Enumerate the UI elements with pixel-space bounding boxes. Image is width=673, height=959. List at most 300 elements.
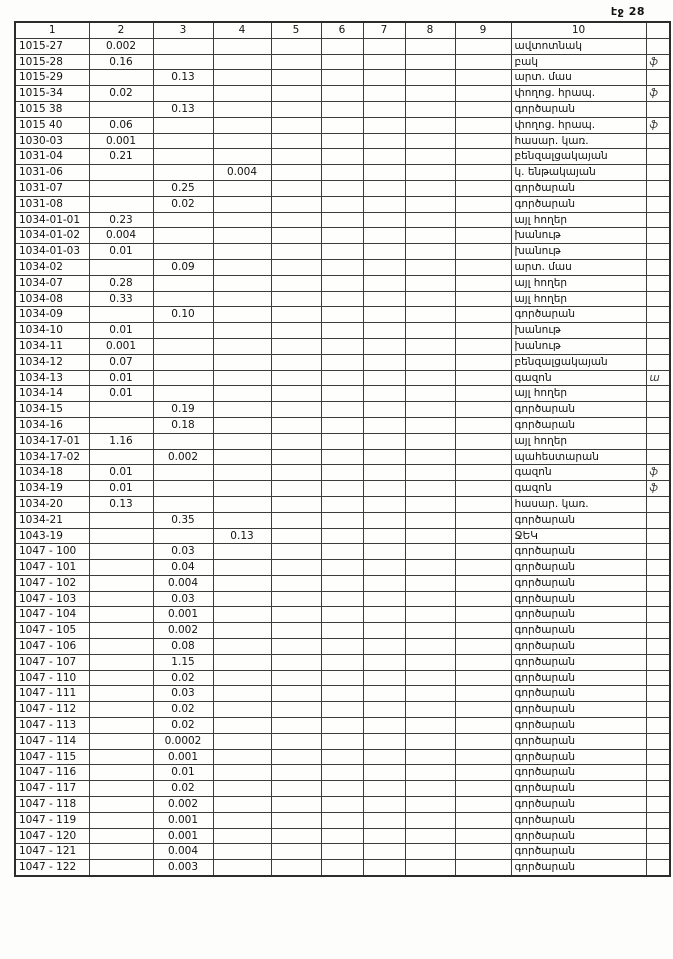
cell-col2-value: [89, 733, 153, 749]
cell-col6-empty: [321, 607, 363, 623]
cell-col2-value: 0.21: [89, 149, 153, 165]
cell-col3-value: [153, 165, 213, 181]
cell-col5-empty: [271, 228, 321, 244]
cell-col8-empty: [405, 433, 455, 449]
cell-col9-empty: [455, 54, 511, 70]
cell-land-use-label: խանութ: [511, 244, 646, 260]
cell-col7-empty: [363, 86, 405, 102]
table-row: [15, 749, 670, 765]
land-parcel-table: [14, 21, 671, 877]
cell-col9-empty: [455, 307, 511, 323]
cell-parcel-id: 1047 - 104: [15, 607, 89, 623]
cell-col9-empty: [455, 101, 511, 117]
table-row: [15, 654, 670, 670]
cell-col7-empty: [363, 496, 405, 512]
table-row: [15, 228, 670, 244]
cell-col4-value: [213, 686, 271, 702]
cell-col8-empty: [405, 149, 455, 165]
cell-land-use-label: արտ. մաս: [511, 259, 646, 275]
cell-col3-value: 0.001: [153, 812, 213, 828]
margin-note: [646, 575, 670, 591]
table-row: [15, 702, 670, 718]
cell-col5-empty: [271, 259, 321, 275]
margin-note: [646, 749, 670, 765]
cell-col7-empty: [363, 307, 405, 323]
cell-col5-empty: [271, 323, 321, 339]
cell-col9-empty: [455, 165, 511, 181]
cell-col5-empty: [271, 465, 321, 481]
cell-col3-value: 0.004: [153, 844, 213, 860]
cell-parcel-id: 1047 - 111: [15, 686, 89, 702]
cell-col5-empty: [271, 718, 321, 734]
table-row: [15, 733, 670, 749]
cell-col9-empty: [455, 607, 511, 623]
cell-col2-value: 0.01: [89, 244, 153, 260]
cell-col9-empty: [455, 544, 511, 560]
cell-col8-empty: [405, 291, 455, 307]
table-row: [15, 528, 670, 544]
cell-col7-empty: [363, 259, 405, 275]
cell-land-use-label: գործարան: [511, 623, 646, 639]
cell-col6-empty: [321, 654, 363, 670]
cell-parcel-id: 1047 - 116: [15, 765, 89, 781]
table-row: [15, 828, 670, 844]
cell-col6-empty: [321, 180, 363, 196]
cell-col2-value: [89, 860, 153, 876]
cell-col6-empty: [321, 165, 363, 181]
cell-col2-value: 0.16: [89, 54, 153, 70]
margin-note: [646, 228, 670, 244]
cell-col7-empty: [363, 465, 405, 481]
cell-col6-empty: [321, 323, 363, 339]
margin-note: ֆ: [646, 481, 670, 497]
cell-col6-empty: [321, 496, 363, 512]
header-row: [15, 22, 670, 38]
margin-note: [646, 670, 670, 686]
cell-col3-value: 0.002: [153, 449, 213, 465]
table-row: [15, 38, 670, 54]
cell-col6-empty: [321, 354, 363, 370]
cell-col5-empty: [271, 702, 321, 718]
cell-col8-empty: [405, 323, 455, 339]
cell-col4-value: [213, 402, 271, 418]
cell-col2-value: [89, 417, 153, 433]
cell-col2-value: 0.28: [89, 275, 153, 291]
cell-col6-empty: [321, 133, 363, 149]
cell-col2-value: 0.02: [89, 86, 153, 102]
cell-land-use-label: գործարան: [511, 812, 646, 828]
cell-col6-empty: [321, 765, 363, 781]
cell-col8-empty: [405, 828, 455, 844]
table-row: [15, 781, 670, 797]
cell-parcel-id: 1034-19: [15, 481, 89, 497]
margin-note: [646, 259, 670, 275]
cell-parcel-id: 1047 - 112: [15, 702, 89, 718]
cell-col7-empty: [363, 228, 405, 244]
cell-col6-empty: [321, 212, 363, 228]
cell-parcel-id: 1034-01-02: [15, 228, 89, 244]
cell-col8-empty: [405, 101, 455, 117]
table-row: [15, 338, 670, 354]
cell-col5-empty: [271, 812, 321, 828]
margin-note: [646, 797, 670, 813]
cell-col7-empty: [363, 417, 405, 433]
cell-col5-empty: [271, 86, 321, 102]
cell-parcel-id: 1034-08: [15, 291, 89, 307]
cell-col5-empty: [271, 402, 321, 418]
cell-col7-empty: [363, 196, 405, 212]
cell-col5-empty: [271, 496, 321, 512]
cell-parcel-id: 1047 - 120: [15, 828, 89, 844]
cell-col9-empty: [455, 180, 511, 196]
margin-note: [646, 844, 670, 860]
cell-col5-empty: [271, 101, 321, 117]
cell-col9-empty: [455, 259, 511, 275]
cell-col2-value: 0.23: [89, 212, 153, 228]
cell-col4-value: [213, 812, 271, 828]
cell-land-use-label: գործարան: [511, 686, 646, 702]
cell-col7-empty: [363, 797, 405, 813]
cell-col2-value: [89, 575, 153, 591]
table-row: [15, 402, 670, 418]
cell-col8-empty: [405, 528, 455, 544]
cell-col7-empty: [363, 860, 405, 876]
margin-note: [646, 623, 670, 639]
cell-col6-empty: [321, 433, 363, 449]
cell-col6-empty: [321, 797, 363, 813]
cell-col6-empty: [321, 307, 363, 323]
cell-col9-empty: [455, 512, 511, 528]
cell-col5-empty: [271, 860, 321, 876]
cell-col3-value: [153, 86, 213, 102]
cell-col3-value: 0.03: [153, 591, 213, 607]
cell-col8-empty: [405, 512, 455, 528]
cell-col4-value: [213, 54, 271, 70]
table-row: [15, 860, 670, 876]
cell-col2-value: [89, 196, 153, 212]
margin-note: [646, 70, 670, 86]
cell-col9-empty: [455, 323, 511, 339]
cell-col2-value: [89, 560, 153, 576]
margin-note: [646, 654, 670, 670]
margin-header-spacer: [646, 22, 670, 38]
cell-col9-empty: [455, 465, 511, 481]
cell-col2-value: [89, 259, 153, 275]
cell-col2-value: [89, 180, 153, 196]
cell-col5-empty: [271, 544, 321, 560]
cell-land-use-label: պահեստարան: [511, 449, 646, 465]
cell-col3-value: [153, 117, 213, 133]
cell-col7-empty: [363, 133, 405, 149]
cell-col3-value: [153, 528, 213, 544]
cell-col3-value: 0.002: [153, 623, 213, 639]
cell-col7-empty: [363, 812, 405, 828]
cell-col2-value: [89, 639, 153, 655]
cell-parcel-id: 1034-16: [15, 417, 89, 433]
cell-col5-empty: [271, 291, 321, 307]
cell-col9-empty: [455, 228, 511, 244]
cell-land-use-label: գազոն: [511, 465, 646, 481]
cell-col2-value: [89, 623, 153, 639]
cell-col6-empty: [321, 275, 363, 291]
cell-col8-empty: [405, 591, 455, 607]
cell-col9-empty: [455, 370, 511, 386]
cell-col7-empty: [363, 512, 405, 528]
cell-col8-empty: [405, 70, 455, 86]
cell-land-use-label: բենզալցակայան: [511, 354, 646, 370]
column-header: 1: [15, 22, 89, 38]
margin-note: [646, 702, 670, 718]
cell-land-use-label: գործարան: [511, 575, 646, 591]
page-number-label: էջ 28: [610, 5, 645, 18]
margin-note: ֆ: [646, 117, 670, 133]
margin-note: [646, 338, 670, 354]
cell-col5-empty: [271, 338, 321, 354]
margin-note: [646, 149, 670, 165]
cell-col9-empty: [455, 481, 511, 497]
table-row: [15, 496, 670, 512]
cell-col9-empty: [455, 244, 511, 260]
cell-col3-value: 0.04: [153, 560, 213, 576]
cell-col5-empty: [271, 623, 321, 639]
table-row: [15, 844, 670, 860]
cell-col4-value: [213, 607, 271, 623]
table-row: [15, 465, 670, 481]
cell-col6-empty: [321, 544, 363, 560]
cell-land-use-label: փողոց. հրապ.: [511, 86, 646, 102]
cell-col3-value: [153, 386, 213, 402]
cell-parcel-id: 1015 40: [15, 117, 89, 133]
cell-col9-empty: [455, 623, 511, 639]
cell-col8-empty: [405, 117, 455, 133]
cell-col3-value: 0.02: [153, 718, 213, 734]
cell-col4-value: [213, 259, 271, 275]
cell-parcel-id: 1034-07: [15, 275, 89, 291]
cell-col7-empty: [363, 749, 405, 765]
cell-land-use-label: փողոց. հրապ.: [511, 117, 646, 133]
cell-col4-value: [213, 386, 271, 402]
cell-col9-empty: [455, 449, 511, 465]
cell-col2-value: [89, 607, 153, 623]
cell-col3-value: [153, 149, 213, 165]
cell-col2-value: [89, 781, 153, 797]
cell-parcel-id: 1047 - 119: [15, 812, 89, 828]
cell-col2-value: 0.06: [89, 117, 153, 133]
cell-col6-empty: [321, 670, 363, 686]
cell-col8-empty: [405, 623, 455, 639]
cell-col8-empty: [405, 165, 455, 181]
cell-col4-value: [213, 323, 271, 339]
cell-col6-empty: [321, 196, 363, 212]
cell-col3-value: [153, 228, 213, 244]
cell-col8-empty: [405, 844, 455, 860]
cell-col8-empty: [405, 449, 455, 465]
cell-col7-empty: [363, 481, 405, 497]
table-row: [15, 560, 670, 576]
cell-col7-empty: [363, 117, 405, 133]
cell-col5-empty: [271, 639, 321, 655]
table-row: [15, 686, 670, 702]
cell-col7-empty: [363, 686, 405, 702]
cell-col4-value: [213, 749, 271, 765]
cell-col6-empty: [321, 623, 363, 639]
cell-col5-empty: [271, 686, 321, 702]
margin-note: [646, 244, 670, 260]
cell-col5-empty: [271, 781, 321, 797]
margin-note: [646, 402, 670, 418]
cell-col8-empty: [405, 686, 455, 702]
cell-col6-empty: [321, 86, 363, 102]
cell-col4-value: [213, 338, 271, 354]
cell-col9-empty: [455, 797, 511, 813]
cell-parcel-id: 1034-18: [15, 465, 89, 481]
cell-col2-value: [89, 544, 153, 560]
cell-col5-empty: [271, 180, 321, 196]
cell-col4-value: [213, 212, 271, 228]
cell-col3-value: [153, 275, 213, 291]
cell-col8-empty: [405, 180, 455, 196]
cell-col4-value: [213, 291, 271, 307]
cell-col9-empty: [455, 718, 511, 734]
cell-col9-empty: [455, 686, 511, 702]
cell-col4-value: [213, 149, 271, 165]
cell-col2-value: 0.01: [89, 481, 153, 497]
margin-note: [646, 544, 670, 560]
cell-col5-empty: [271, 844, 321, 860]
cell-col8-empty: [405, 402, 455, 418]
table-row: [15, 449, 670, 465]
cell-land-use-label: գործարան: [511, 702, 646, 718]
cell-parcel-id: 1047 - 121: [15, 844, 89, 860]
cell-col9-empty: [455, 417, 511, 433]
cell-col4-value: [213, 828, 271, 844]
cell-land-use-label: գործարան: [511, 402, 646, 418]
cell-col5-empty: [271, 733, 321, 749]
cell-col7-empty: [363, 607, 405, 623]
cell-parcel-id: 1031-04: [15, 149, 89, 165]
cell-col6-empty: [321, 386, 363, 402]
cell-col8-empty: [405, 765, 455, 781]
margin-note: [646, 828, 670, 844]
cell-land-use-label: հասար. կառ.: [511, 496, 646, 512]
cell-col9-empty: [455, 781, 511, 797]
cell-col4-value: [213, 496, 271, 512]
cell-col4-value: [213, 639, 271, 655]
cell-col7-empty: [363, 654, 405, 670]
cell-col8-empty: [405, 244, 455, 260]
margin-note: [646, 765, 670, 781]
margin-note: ա: [646, 370, 670, 386]
cell-col6-empty: [321, 338, 363, 354]
cell-col5-empty: [271, 133, 321, 149]
cell-col4-value: [213, 702, 271, 718]
cell-col8-empty: [405, 212, 455, 228]
cell-col7-empty: [363, 544, 405, 560]
cell-col8-empty: [405, 354, 455, 370]
table-row: [15, 765, 670, 781]
cell-parcel-id: 1047 - 106: [15, 639, 89, 655]
cell-parcel-id: 1047 - 115: [15, 749, 89, 765]
cell-land-use-label: գործարան: [511, 591, 646, 607]
cell-col2-value: [89, 165, 153, 181]
table-row: [15, 101, 670, 117]
cell-col4-value: [213, 781, 271, 797]
cell-col7-empty: [363, 338, 405, 354]
table-row: [15, 323, 670, 339]
cell-col2-value: 0.13: [89, 496, 153, 512]
cell-col6-empty: [321, 528, 363, 544]
cell-col9-empty: [455, 149, 511, 165]
cell-col7-empty: [363, 54, 405, 70]
column-header: 9: [455, 22, 511, 38]
cell-land-use-label: խանութ: [511, 323, 646, 339]
cell-land-use-label: բենզալցակայան: [511, 149, 646, 165]
cell-col6-empty: [321, 702, 363, 718]
margin-note: [646, 291, 670, 307]
table-row: [15, 275, 670, 291]
table-row: [15, 575, 670, 591]
cell-col5-empty: [271, 575, 321, 591]
cell-col7-empty: [363, 449, 405, 465]
cell-col6-empty: [321, 718, 363, 734]
cell-col6-empty: [321, 575, 363, 591]
cell-col6-empty: [321, 259, 363, 275]
column-header: 2: [89, 22, 153, 38]
cell-col6-empty: [321, 481, 363, 497]
cell-col4-value: 0.13: [213, 528, 271, 544]
cell-col5-empty: [271, 149, 321, 165]
cell-col7-empty: [363, 354, 405, 370]
cell-land-use-label: գործարան: [511, 417, 646, 433]
table-row: [15, 718, 670, 734]
margin-note: [646, 639, 670, 655]
cell-land-use-label: գործարան: [511, 180, 646, 196]
cell-col7-empty: [363, 149, 405, 165]
cell-col7-empty: [363, 828, 405, 844]
cell-col4-value: [213, 512, 271, 528]
cell-col5-empty: [271, 528, 321, 544]
cell-col3-value: [153, 133, 213, 149]
cell-col2-value: 0.001: [89, 133, 153, 149]
cell-land-use-label: այլ հողեր: [511, 291, 646, 307]
cell-col2-value: [89, 101, 153, 117]
cell-col4-value: [213, 228, 271, 244]
margin-note: [646, 528, 670, 544]
cell-col4-value: [213, 101, 271, 117]
margin-note: [646, 165, 670, 181]
cell-land-use-label: ՋԵԿ: [511, 528, 646, 544]
cell-col3-value: 1.15: [153, 654, 213, 670]
cell-col4-value: [213, 433, 271, 449]
cell-col3-value: [153, 370, 213, 386]
cell-col9-empty: [455, 654, 511, 670]
cell-parcel-id: 1047 - 122: [15, 860, 89, 876]
cell-col6-empty: [321, 465, 363, 481]
margin-note: [646, 101, 670, 117]
cell-col8-empty: [405, 133, 455, 149]
cell-parcel-id: 1015 38: [15, 101, 89, 117]
cell-col3-value: 0.08: [153, 639, 213, 655]
cell-col4-value: [213, 560, 271, 576]
cell-col5-empty: [271, 212, 321, 228]
cell-parcel-id: 1034-20: [15, 496, 89, 512]
cell-col8-empty: [405, 639, 455, 655]
cell-col3-value: 0.01: [153, 765, 213, 781]
cell-land-use-label: գործարան: [511, 733, 646, 749]
cell-col2-value: [89, 718, 153, 734]
cell-col3-value: 0.13: [153, 101, 213, 117]
cell-land-use-label: գործարան: [511, 718, 646, 734]
